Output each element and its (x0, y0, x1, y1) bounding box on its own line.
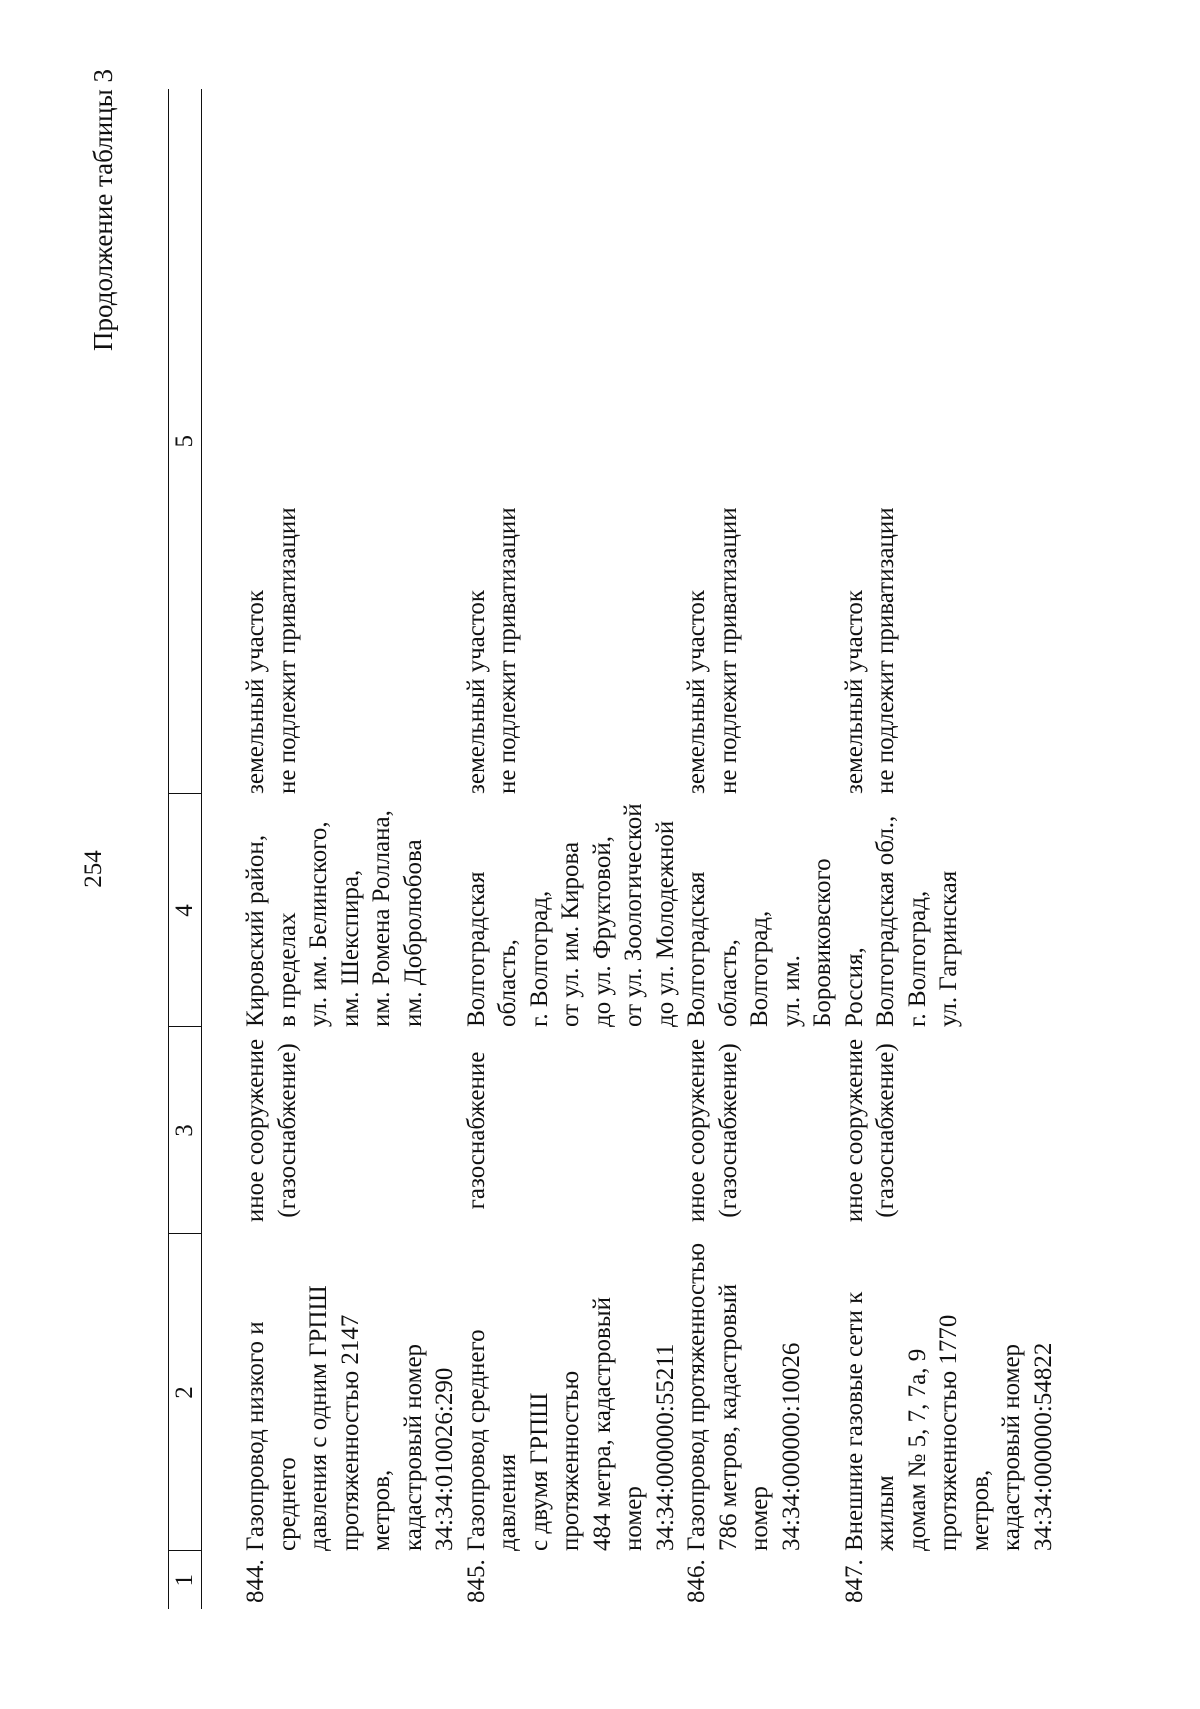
row-number: 844. (242, 1559, 269, 1603)
column-header-1: 1 (169, 1551, 202, 1609)
land-note: земельный участок не подлежит приватизации (462, 507, 521, 794)
column-header-2: 2 (169, 1234, 202, 1551)
land-note: земельный участок не подлежит приватизации (242, 507, 301, 794)
object-address: Волгоградская область, г. Волгоград, от ул. им. Кирова до ул. Фруктовой, от ул. Зоологической до ул. Молодежной (462, 803, 679, 1027)
table-row (461, 89, 682, 1609)
table-row (839, 89, 1060, 1609)
object-address: Кировский район, в пределах ул. им. Белинского, им. Шекспира, им. Ромена Роллана, им. Добролюбова (242, 810, 427, 1027)
column-header-3: 3 (169, 1027, 202, 1234)
column-header-4: 4 (169, 794, 202, 1027)
object-name: Газопровод среднего давления с двумя ГРПШ протяженностью 484 метра, кадастровый номер 34:34:000000:55211 (462, 1297, 679, 1551)
land-note: земельный участок не подлежит приватизации (683, 507, 742, 794)
object-address: Россия, Волгоградская обл., г. Волгоград, ул. Гагринская (840, 815, 962, 1027)
object-type: газоснабжение (462, 1051, 490, 1210)
row-number: 847. (840, 1559, 868, 1603)
land-note: земельный участок не подлежит приватизации (840, 507, 899, 794)
column-header-5: 5 (169, 89, 202, 794)
property-table (168, 89, 1059, 1609)
object-type: иное сооружение (газоснабжение) (242, 1038, 301, 1223)
row-number: 845. (462, 1559, 490, 1603)
table-row (681, 89, 839, 1609)
object-type: иное сооружение (газоснабжение) (683, 1038, 742, 1223)
object-name: Внешние газовые сети к жилым домам № 5, 7, 7а, 9 протяженностью 1770 метров, кадастровый номер 34:34:000000:54822 (840, 1291, 1057, 1551)
table-continuation-label: Продолжение таблицы 3 (88, 69, 118, 351)
table-row (202, 89, 461, 1609)
table-header-row (169, 89, 202, 1609)
page-number: 254 (80, 850, 107, 888)
object-address: Волгоградская область, Волгоград, ул. им. Боровиковского (683, 858, 836, 1027)
row-number: 846. (683, 1559, 710, 1603)
object-name: Газопровод протяженностью 786 метров, кадастровый номер 34:34:000000:10026 (683, 1242, 805, 1551)
object-type: иное сооружение (газоснабжение) (840, 1038, 899, 1223)
object-name: Газопровод низкого и среднего давления с одним ГРПШ протяженностью 2147 метров, кадастровый номер 34:34:010026:290 (242, 1285, 458, 1551)
